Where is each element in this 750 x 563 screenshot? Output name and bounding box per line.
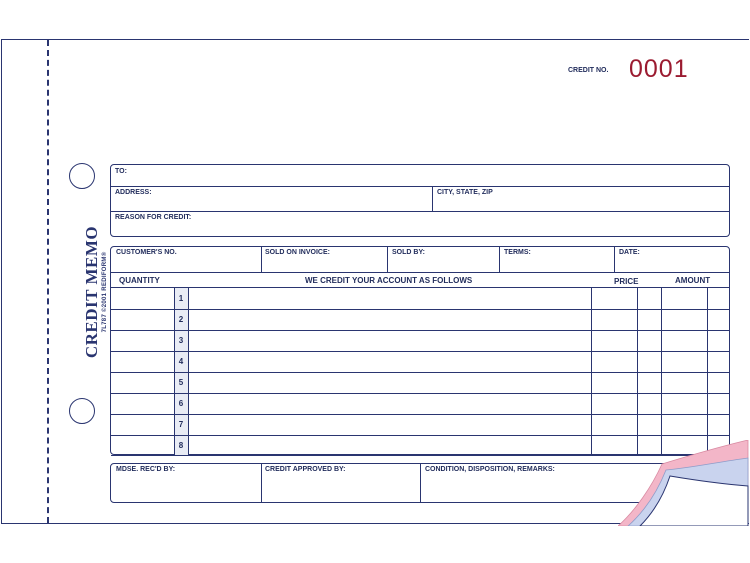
to-field-label: TO: — [115, 168, 127, 175]
quantity-header: QUANTITY — [119, 276, 160, 285]
line-number: 1 — [178, 294, 184, 303]
line-number: 8 — [178, 441, 184, 450]
form-title: CREDIT MEMO — [82, 225, 101, 359]
city-state-zip-label: CITY, STATE, ZIP — [437, 189, 493, 196]
to-field[interactable] — [140, 166, 725, 184]
form-code-line — [101, 252, 109, 333]
line-number: 6 — [178, 399, 184, 408]
perforation-line — [47, 40, 49, 523]
carbon-copy-curl-icon — [618, 440, 750, 526]
form-title-vertical — [83, 226, 109, 358]
credit-no-label: CREDIT NO. — [568, 67, 609, 74]
mdse-recd-by-label: MDSE. REC'D BY: — [116, 466, 176, 473]
address-field-label: ADDRESS: — [115, 189, 152, 196]
table-row[interactable] — [111, 372, 729, 393]
credit-approved-by-label: CREDIT APPROVED BY: — [265, 466, 346, 473]
condition-field[interactable] — [422, 476, 618, 501]
terms-label: TERMS: — [504, 249, 531, 256]
price-header: PRICE — [614, 277, 639, 286]
address-field[interactable] — [160, 188, 428, 209]
customer-no-field[interactable] — [112, 258, 259, 271]
sold-by-field[interactable] — [389, 258, 497, 271]
line-number: 4 — [178, 357, 184, 366]
customer-no-label: CUSTOMER'S NO. — [116, 249, 177, 256]
credit-no: 0001 — [629, 55, 689, 83]
city-state-zip-field[interactable] — [505, 188, 725, 209]
binder-hole-bottom — [69, 398, 95, 424]
sold-on-invoice-label: SOLD ON INVOICE: — [265, 249, 330, 256]
form-code: 7L787 — [102, 313, 108, 333]
line-number: 2 — [178, 315, 184, 324]
amount-header: AMOUNT — [675, 276, 711, 285]
table-row[interactable] — [111, 330, 729, 351]
sold-by-label: SOLD BY: — [392, 249, 425, 256]
table-row[interactable] — [111, 309, 729, 330]
brand-logo: REDIFORM® — [102, 251, 108, 291]
copyright: ©2001 — [102, 292, 108, 312]
table-row[interactable] — [111, 414, 729, 435]
reason-field[interactable] — [205, 213, 725, 234]
description-header: WE CREDIT YOUR ACCOUNT AS FOLLOWS — [305, 276, 473, 285]
terms-field[interactable] — [501, 258, 612, 271]
reason-field-label: REASON FOR CREDIT: — [115, 214, 192, 221]
credit-approved-by-field[interactable] — [263, 476, 418, 501]
line-number: 7 — [178, 420, 184, 429]
binder-hole-top — [69, 163, 95, 189]
table-row[interactable] — [111, 351, 729, 372]
line-number: 5 — [178, 378, 184, 387]
table-row[interactable] — [111, 288, 729, 309]
line-number: 3 — [178, 336, 184, 345]
date-label: DATE: — [619, 249, 640, 256]
mdse-recd-by-field[interactable] — [112, 476, 259, 501]
date-field[interactable] — [616, 258, 728, 271]
condition-label: CONDITION, DISPOSITION, REMARKS: — [425, 466, 555, 473]
sold-on-invoice-field[interactable] — [263, 258, 385, 271]
table-row[interactable] — [111, 393, 729, 414]
